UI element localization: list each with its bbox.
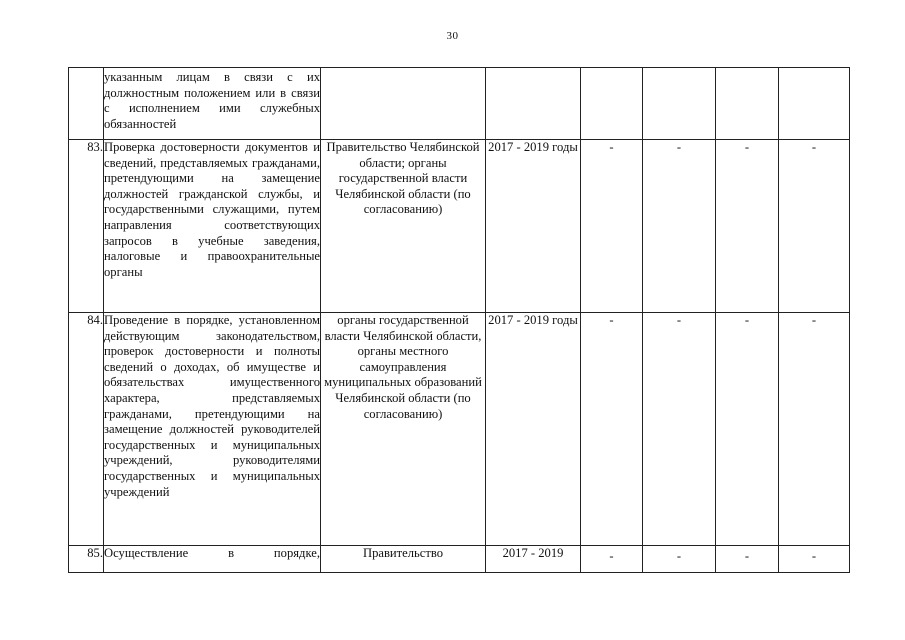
term-cell: 2017 - 2019	[486, 546, 581, 573]
term-cell	[486, 68, 581, 140]
table-row	[69, 313, 850, 546]
executor-cell	[321, 68, 486, 140]
measure-description: Проверка достоверности документов и сведений, представляемых гражданами, претендующими на замещение должностей гражданской службы, и государственными служащими, путем направления соответствующих запросов в учебные заведения, налоговые и правоохранительные органы	[104, 140, 321, 313]
funding-cell: -	[716, 140, 779, 313]
row-number	[69, 68, 104, 140]
funding-cell	[643, 68, 716, 140]
funding-cell: -	[643, 313, 716, 546]
funding-cell: -	[581, 140, 643, 313]
row-number: 85.	[69, 546, 104, 573]
executor-cell: Правительство Челябинской области; органы государственной власти Челябинской области (по согласованию)	[321, 140, 486, 313]
funding-cell	[581, 68, 643, 140]
executor-cell: органы государственной власти Челябинской области, органы местного самоуправления муниципальных образований Челябинской области (по согласованию)	[321, 313, 486, 546]
funding-cell	[716, 68, 779, 140]
measure-description: Осуществление в порядке,	[104, 546, 321, 573]
measure-description: указанным лицам в связи с их должностным положением или в связи с исполнением ими служебных обязанностей	[104, 68, 321, 140]
table-row	[69, 546, 850, 573]
table-row	[69, 140, 850, 313]
measures-table	[68, 67, 850, 573]
term-cell: 2017 - 2019 годы	[486, 140, 581, 313]
row-number: 83.	[69, 140, 104, 313]
executor-cell: Правительство	[321, 546, 486, 573]
funding-cell	[779, 68, 850, 140]
page-number: 30	[446, 30, 459, 42]
funding-cell: -	[779, 140, 850, 313]
row-number: 84.	[69, 313, 104, 546]
funding-cell: -	[643, 140, 716, 313]
funding-cell: -	[643, 546, 716, 573]
funding-cell: -	[581, 546, 643, 573]
term-cell: 2017 - 2019 годы	[486, 313, 581, 546]
measure-description: Проведение в порядке, установленном действующим законодательством, проверок достоверности и полноты сведений о доходах, об имуществе и обязательствах имущественного характера, представляемых гражданами, претендующими на замещение должностей руководителей государственных и муниципальных учреждений, руководителями государственных и муниципальных учреждений	[104, 313, 321, 546]
funding-cell: -	[581, 313, 643, 546]
funding-cell: -	[716, 313, 779, 546]
funding-cell: -	[716, 546, 779, 573]
funding-cell: -	[779, 313, 850, 546]
funding-cell: -	[779, 546, 850, 573]
table-row	[69, 68, 850, 140]
